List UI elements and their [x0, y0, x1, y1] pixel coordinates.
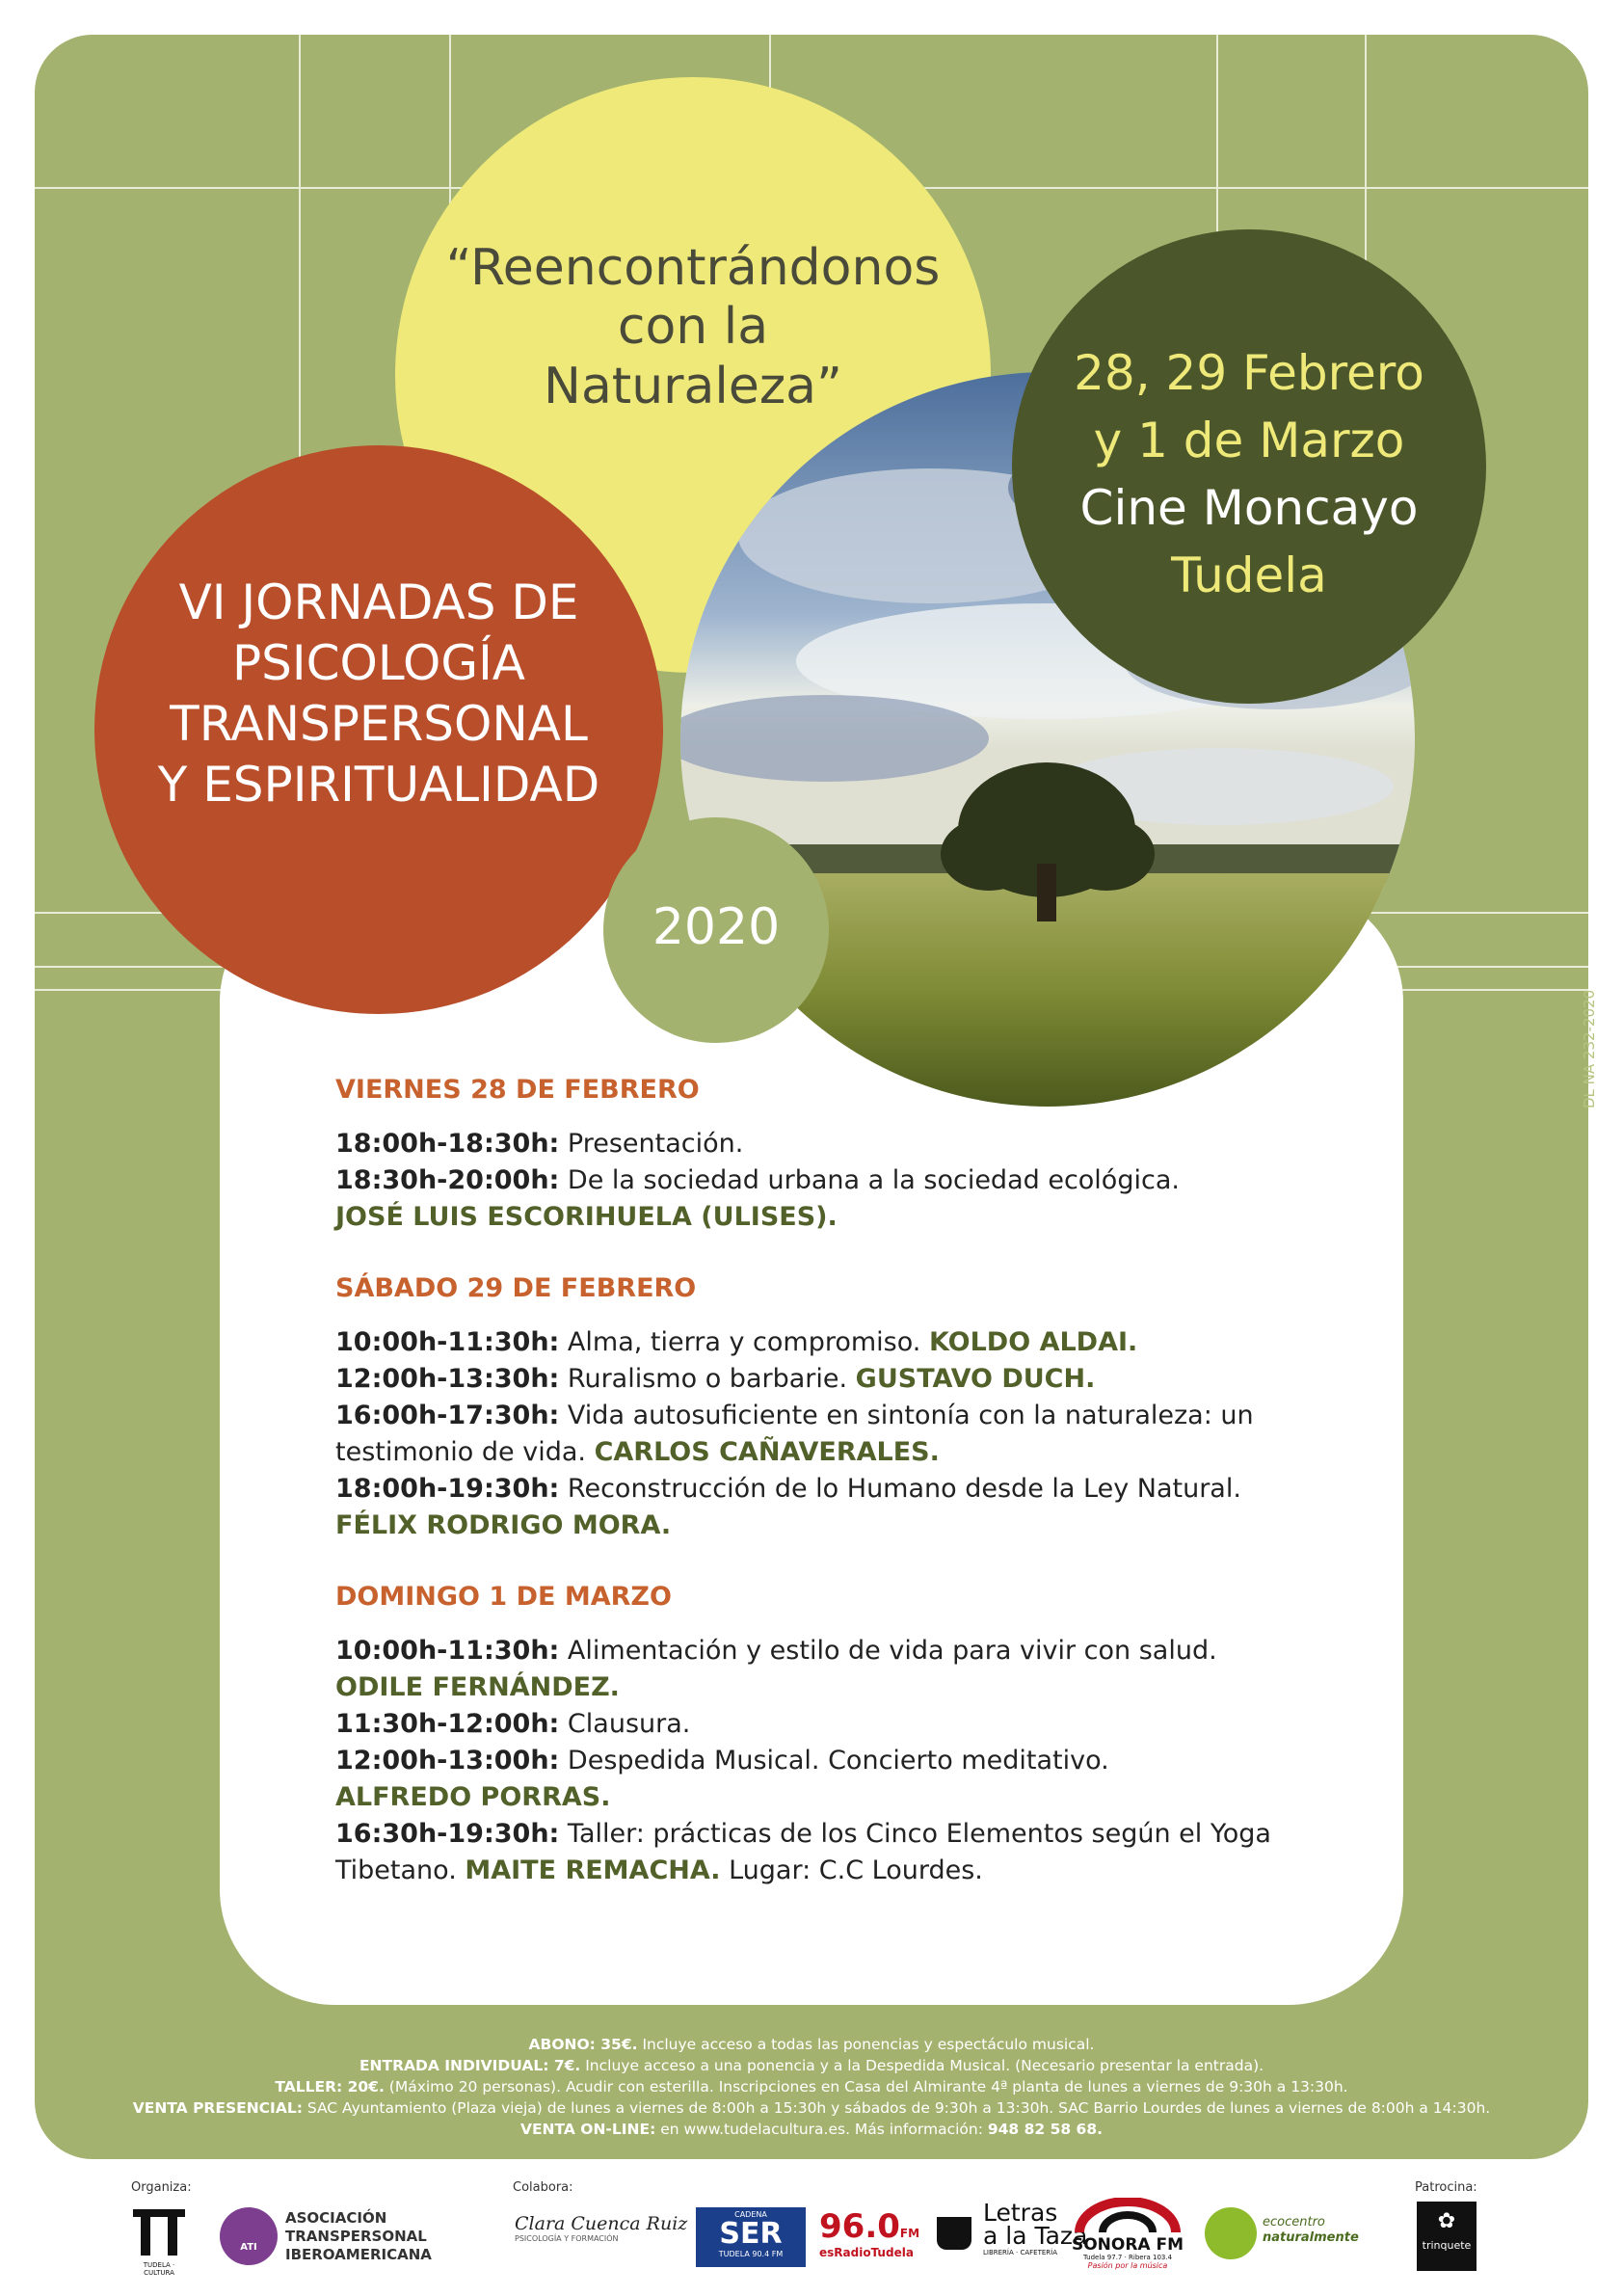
event-venue: Cine Moncayo — [1079, 480, 1419, 536]
decorative-rule — [769, 35, 771, 93]
rose-icon: ✿ — [1437, 2209, 1456, 2233]
speaker-name: ALFREDO PORRAS. — [335, 1782, 611, 1812]
schedule-time: 16:00h-17:30h: — [335, 1401, 560, 1430]
ticket-info — [35, 2034, 1588, 2140]
ecocentro-emblem-icon — [1205, 2207, 1257, 2259]
schedule-item — [335, 1162, 1299, 1199]
schedule-title: Vida autosuficiente en sintonía con la naturaleza: un testimonio de vida. — [335, 1401, 1254, 1467]
ser-top: CADENA — [734, 2210, 767, 2219]
ticket-line — [35, 2119, 1588, 2140]
schedule-title: Reconstrucción de lo Humano desde la Ley Natural. — [559, 1474, 1241, 1504]
ser-wordmark: SER — [719, 2217, 783, 2251]
schedule-title: Alimentación y estilo de vida para vivir con salud. — [559, 1636, 1217, 1666]
clara-cuenca-logo — [515, 2213, 688, 2243]
collaborator-label: Colabora: — [513, 2180, 573, 2195]
ticket-line — [35, 2076, 1588, 2097]
letras-line: Letras — [983, 2199, 1058, 2227]
event-dates-line: y 1 de Marzo — [1093, 413, 1405, 468]
ticket-line — [35, 2097, 1588, 2119]
program-schedule — [335, 1072, 1299, 1924]
ati-name-line: ASOCIACIÓN — [285, 2209, 387, 2227]
schedule-location: Lugar: C.C Lourdes. — [720, 1855, 983, 1885]
subtitle-line: Naturaleza” — [544, 357, 842, 415]
ticket-text: Incluye acceso a todas las ponencias y espectáculo musical. — [637, 2036, 1095, 2053]
schedule-title: Ruralismo o barbarie. — [559, 1364, 856, 1394]
ticket-line — [35, 2034, 1588, 2055]
speaker-name: GUSTAVO DUCH. — [855, 1364, 1096, 1394]
tudela-cultura-logo — [131, 2207, 187, 2277]
radio-fm: FM — [899, 2227, 920, 2240]
sonora-arc-icon — [1070, 2198, 1185, 2232]
ati-mark: ATI — [240, 2242, 257, 2253]
sonora-fm-logo — [1070, 2198, 1185, 2284]
ticket-text: en www.tudelacultura.es. Más información: — [655, 2121, 988, 2138]
ati-name-line: IBEROAMERICANA — [285, 2246, 432, 2263]
tudela-caption: TUDELA · CULTURA — [143, 2261, 175, 2277]
schedule-item — [335, 1816, 1299, 1889]
schedule-item — [335, 1361, 1299, 1398]
ticket-label: ABONO: 35€. — [528, 2036, 638, 2053]
sponsor-label: Patrocina: — [1415, 2180, 1477, 2195]
letras-line: a la Taza — [983, 2222, 1088, 2250]
schedule-item — [335, 1126, 1299, 1162]
day-section-friday — [335, 1072, 1299, 1236]
contact-phone: 948 82 58 68. — [987, 2121, 1104, 2138]
organizer-label: Organiza: — [131, 2180, 192, 2195]
day-heading: DOMINGO 1 DE MARZO — [335, 1582, 672, 1612]
event-dates-line: 28, 29 Febrero — [1074, 345, 1424, 401]
schedule-time: 10:00h-11:30h: — [335, 1327, 560, 1357]
title-line: TRANSPERSONAL — [170, 696, 588, 752]
day-heading: SÁBADO 29 DE FEBRERO — [335, 1273, 697, 1303]
legal-deposit-number: DL NA 232-2020 — [1581, 989, 1598, 1108]
ticket-label: TALLER: 20€. — [275, 2078, 385, 2096]
schedule-title: Clausura. — [559, 1709, 691, 1739]
sonora-name: SONORA FM — [1071, 2235, 1184, 2255]
ticket-label: ENTRADA INDIVIDUAL: 7€. — [359, 2057, 581, 2074]
speaker-name: CARLOS CAÑAVERALES. — [594, 1437, 940, 1467]
speaker-name: JOSÉ LUIS ESCORIHUELA (ULISES). — [335, 1202, 838, 1232]
cup-icon — [937, 2217, 971, 2250]
ati-name-line: TRANSPERSONAL — [285, 2228, 427, 2245]
schedule-time: 18:00h-18:30h: — [335, 1129, 560, 1159]
schedule-title: De la sociedad urbana a la sociedad ecológica. — [559, 1165, 1180, 1195]
cadena-ser-logo — [696, 2207, 806, 2267]
speaker-name: KOLDO ALDAI. — [928, 1327, 1138, 1357]
speaker-name: MAITE REMACHA. — [465, 1855, 721, 1885]
trinquete-name: trinquete — [1422, 2239, 1472, 2252]
schedule-item — [335, 1706, 1299, 1743]
trinquete-logo — [1417, 2202, 1477, 2271]
ser-subtitle: TUDELA 90.4 FM — [718, 2250, 784, 2258]
schedule-time: 16:30h-19:30h: — [335, 1819, 560, 1849]
schedule-time: 18:00h-19:30h: — [335, 1474, 560, 1504]
event-year: 2020 — [652, 898, 781, 956]
sonora-subtitle: Tudela 97.7 · Ribera 103.4 — [1082, 2254, 1173, 2261]
letras-subtitle: LIBRERÍA · CAFETERÍA — [983, 2249, 1057, 2256]
schedule-title: Presentación. — [559, 1129, 744, 1159]
eco-line: naturalmente — [1263, 2230, 1359, 2245]
event-city: Tudela — [1171, 547, 1327, 603]
title-line: VI JORNADAS DE — [178, 574, 579, 630]
eco-line: ecocentro — [1263, 2215, 1325, 2229]
day-heading: VIERNES 28 DE FEBRERO — [335, 1075, 700, 1105]
ticket-label: VENTA ON-LINE: — [519, 2121, 656, 2138]
title-line: PSICOLOGÍA — [231, 635, 526, 691]
schedule-title: Taller: prácticas de los Cinco Elementos según el Yoga Tibetano. — [335, 1819, 1271, 1885]
schedule-item — [335, 1633, 1299, 1669]
ticket-text: (Máximo 20 personas). Acudir con esterilla. Inscripciones en Casa del Almirante 4ª planta de lunes a viernes de 9:30h a 13:30h. — [384, 2078, 1348, 2096]
clara-subtitle: PSICOLOGÍA Y FORMACIÓN — [515, 2234, 619, 2243]
schedule-time: 18:30h-20:00h: — [335, 1165, 560, 1195]
ticket-text: SAC Ayuntamiento (Plaza vieja) de lunes a viernes de 8:00h a 15:30h y sábados de 9:30h a 13:30h. SAC Barrio Lourdes de lunes a viernes de 8:00h a 14:30h. — [302, 2099, 1491, 2117]
schedule-item — [335, 1471, 1299, 1508]
subtitle-line: “Reencontrándonos — [445, 239, 941, 297]
schedule-item — [335, 1324, 1299, 1361]
day-section-sunday — [335, 1579, 1299, 1889]
ecocentro-logo — [1263, 2215, 1359, 2246]
columns-icon — [131, 2207, 187, 2257]
day-section-saturday — [335, 1270, 1299, 1544]
sonora-tagline: Pasión por la música — [1087, 2261, 1168, 2270]
event-subtitle — [414, 239, 971, 416]
title-line: Y ESPIRITUALIDAD — [157, 757, 600, 813]
speaker-name: ODILE FERNÁNDEZ. — [335, 1672, 620, 1702]
ticket-text: Incluye acceso a una ponencia y a la Despedida Musical. (Necesario presentar la entrada). — [580, 2057, 1264, 2074]
ticket-label: VENTA PRESENCIAL: — [132, 2099, 303, 2117]
speaker-name: FÉLIX RODRIGO MORA. — [335, 1510, 672, 1540]
event-title — [116, 573, 642, 815]
schedule-time: 12:00h-13:30h: — [335, 1364, 560, 1394]
schedule-title: Alma, tierra y compromiso. — [559, 1327, 929, 1357]
ticket-line — [35, 2055, 1588, 2076]
schedule-title: Despedida Musical. Concierto meditativo. — [559, 1746, 1109, 1775]
clara-name: Clara Cuenca Ruiz — [515, 2213, 688, 2234]
schedule-item — [335, 1743, 1299, 1779]
radio-name: esRadioTudela — [819, 2246, 914, 2259]
radio-frequency: 96.0 — [819, 2207, 900, 2246]
schedule-time: 12:00h-13:00h: — [335, 1746, 560, 1775]
subtitle-line: con la — [617, 298, 769, 357]
schedule-time: 11:30h-12:00h: — [335, 1709, 560, 1739]
esradio-logo — [819, 2207, 920, 2259]
ati-name — [285, 2209, 432, 2264]
schedule-item — [335, 1398, 1299, 1471]
ati-logo — [220, 2207, 278, 2265]
date-venue-text — [1012, 339, 1486, 609]
schedule-time: 10:00h-11:30h: — [335, 1636, 560, 1666]
